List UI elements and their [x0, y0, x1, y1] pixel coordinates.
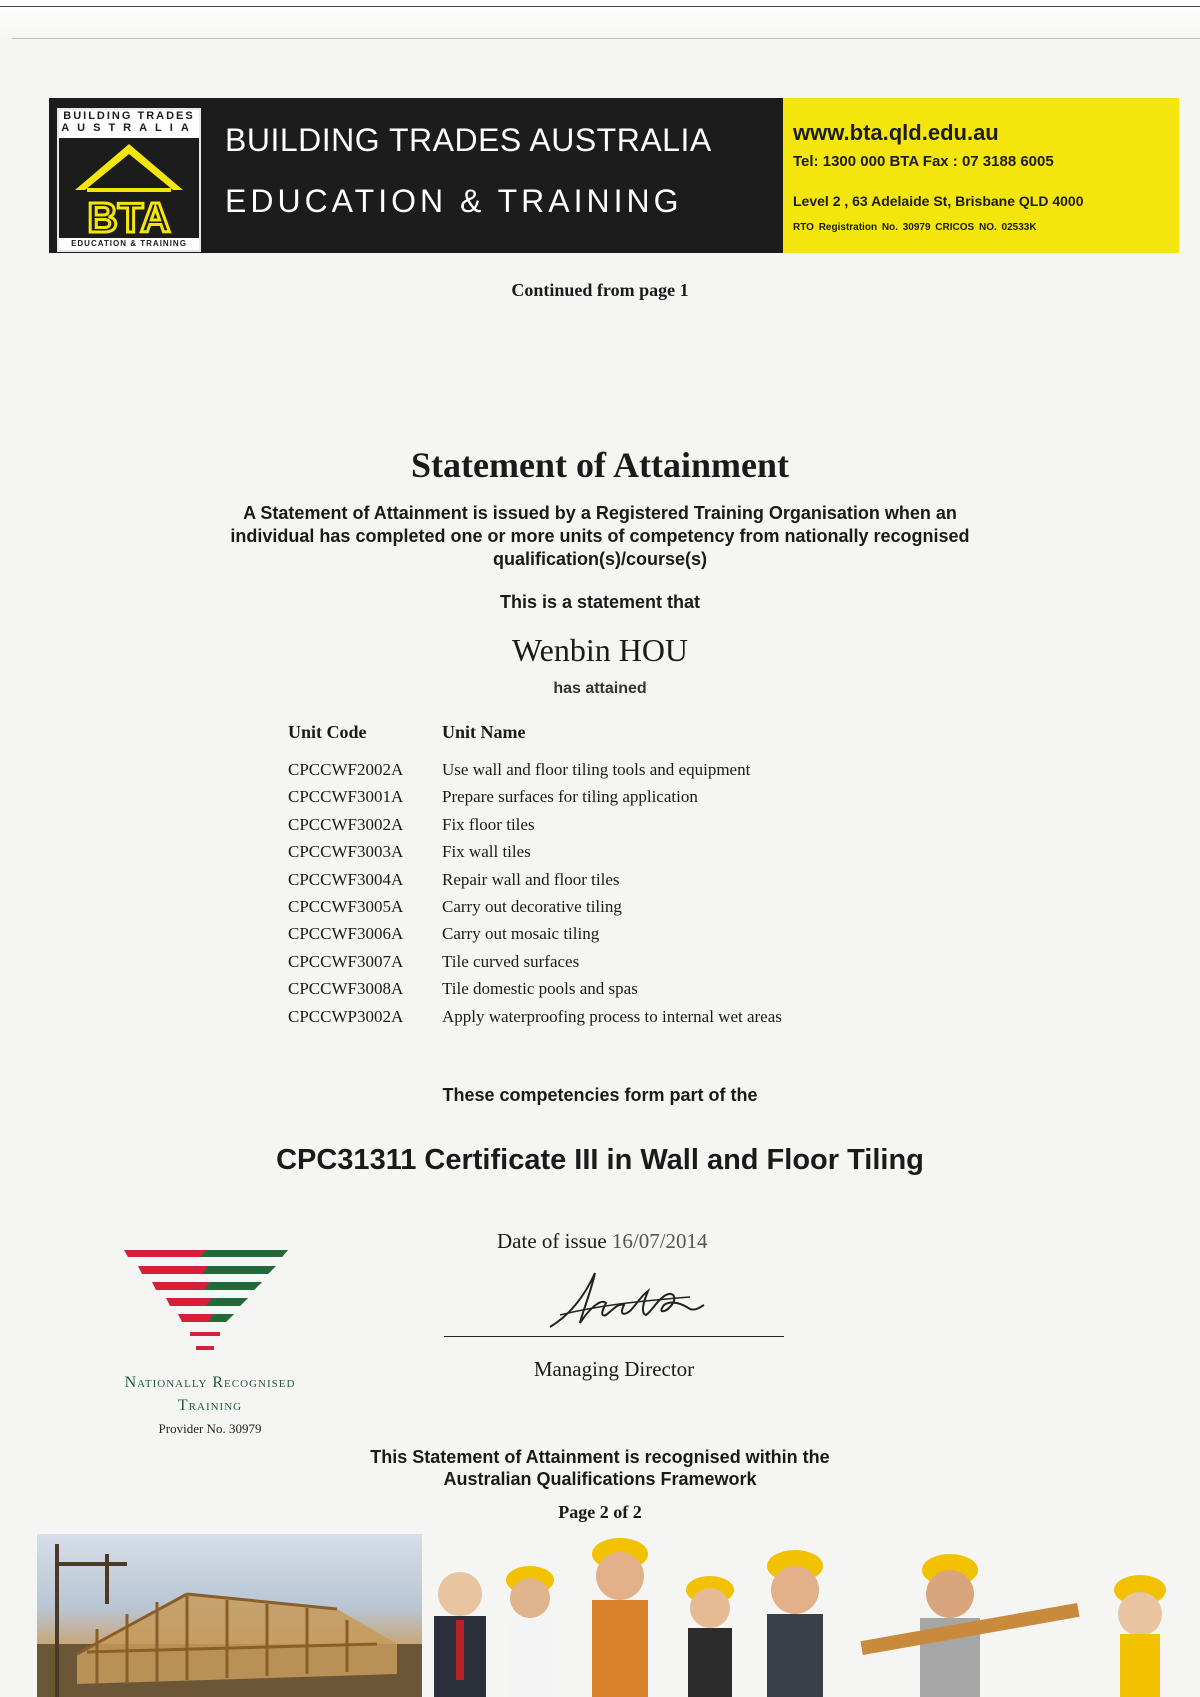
col-header-code: Unit Code [288, 722, 367, 742]
nrt-provider: Provider No. 30979 [158, 1421, 262, 1436]
table-row [288, 760, 908, 787]
unit-code: CPCCWF3002A [288, 814, 404, 834]
issue-date-value: 16/07/2014 [611, 1229, 708, 1253]
header-dark-panel [49, 98, 783, 253]
page-title: Statement of Attainment [411, 445, 789, 485]
unit-code: CPCCWF3005A [288, 896, 404, 916]
unit-code: CPCCWF3001A [288, 787, 404, 807]
page-edge-line [12, 38, 1200, 39]
aqf-line2: Australian Qualifications Framework [443, 1469, 757, 1489]
unit-name: Carry out mosaic tiling [442, 924, 600, 944]
has-attained-text: has attained [553, 680, 647, 697]
recipient-name: Wenbin HOU [511, 632, 689, 668]
unit-name: Tile domestic pools and spas [442, 979, 638, 999]
house-frame-image [37, 1534, 422, 1697]
logo-top-text [59, 110, 199, 138]
issue-date [497, 1229, 708, 1254]
org-subtitle: EDUCATION & TRAINING [225, 183, 683, 219]
unit-code: CPCCWF2002A [288, 760, 404, 779]
table-row [288, 1007, 908, 1034]
statement-description: A Statement of Attainment is issued by a Registered Training Organisation when an individual has completed one or more units of competency from nationally recognised qualification(s)/course(s) [230, 503, 970, 569]
construction-photo [37, 1534, 422, 1697]
certificate-title: CPC31311 Certificate III in Wall and Floor Tiling [276, 1144, 924, 1176]
registration-text: RTO Registration No. 30979 CRICOS NO. 02533K [793, 222, 1037, 233]
tel-fax-text: Tel: 1300 000 BTA Fax : 07 3188 6005 [793, 153, 1054, 170]
signature-image [540, 1265, 710, 1335]
header-banner [49, 98, 1179, 253]
website-text: www.bta.qld.edu.au [793, 120, 999, 145]
unit-name: Prepare surfaces for tiling application [442, 787, 698, 807]
nrt-logo-icon [116, 1248, 296, 1360]
nrt-line1: Nationally Recognised [124, 1374, 296, 1391]
table-row [288, 787, 908, 814]
unit-code: CPCCWF3004A [288, 869, 404, 889]
bta-logo [57, 108, 201, 252]
statement-that-text: This is a statement that [499, 592, 701, 612]
workers-image [420, 1534, 1200, 1697]
table-row [288, 924, 908, 951]
org-title: BUILDING TRADES AUSTRALIA [225, 122, 712, 158]
signatory-title: Managing Director [533, 1357, 695, 1381]
scan-border-line [0, 6, 1200, 7]
logo-initials: BTA [87, 194, 171, 236]
table-row [288, 870, 908, 897]
table-row [288, 979, 908, 1006]
nrt-line2: Training [177, 1397, 243, 1414]
unit-code: CPCCWF3008A [288, 979, 404, 999]
unit-name: Fix floor tiles [442, 814, 535, 834]
logo-bottom-text: EDUCATION & TRAINING [59, 238, 199, 250]
table-row [288, 842, 908, 869]
unit-code: CPCCWF3006A [288, 924, 404, 944]
unit-code: CPCCWF3007A [288, 951, 404, 971]
unit-name: Apply waterproofing process to internal wet areas [442, 1006, 782, 1026]
col-header-name: Unit Name [442, 722, 526, 742]
issue-label: Date of issue [497, 1229, 607, 1253]
header-contact-panel [783, 98, 1179, 253]
aqf-statement [300, 1446, 900, 1490]
competencies-text: These competencies form part of the [442, 1085, 758, 1105]
continued-note: Continued from page 1 [511, 280, 689, 300]
logo-top-line1: BUILDING TRADES [63, 110, 195, 122]
aqf-line1: This Statement of Attainment is recognised within the [370, 1447, 830, 1467]
unit-name: Use wall and floor tiling tools and equipment [442, 760, 751, 779]
unit-name: Carry out decorative tiling [442, 896, 622, 916]
address-text: Level 2 , 63 Adelaide St, Brisbane QLD 4000 [793, 193, 1084, 209]
logo-top-line2: AUSTRALIA [61, 122, 197, 134]
units-table [288, 722, 908, 1034]
unit-name: Repair wall and floor tiles [442, 869, 620, 889]
unit-code: CPCCWP3002A [288, 1006, 404, 1026]
table-row [288, 897, 908, 924]
nrt-text [90, 1371, 330, 1440]
page-number: Page 2 of 2 [558, 1502, 642, 1522]
unit-code: CPCCWF3003A [288, 842, 404, 862]
house-icon [71, 140, 187, 236]
unit-name: Fix wall tiles [442, 842, 531, 862]
table-row [288, 952, 908, 979]
signature-line [444, 1336, 784, 1337]
unit-name: Tile curved surfaces [442, 951, 580, 971]
table-row [288, 815, 908, 842]
units-header-row [288, 722, 908, 760]
